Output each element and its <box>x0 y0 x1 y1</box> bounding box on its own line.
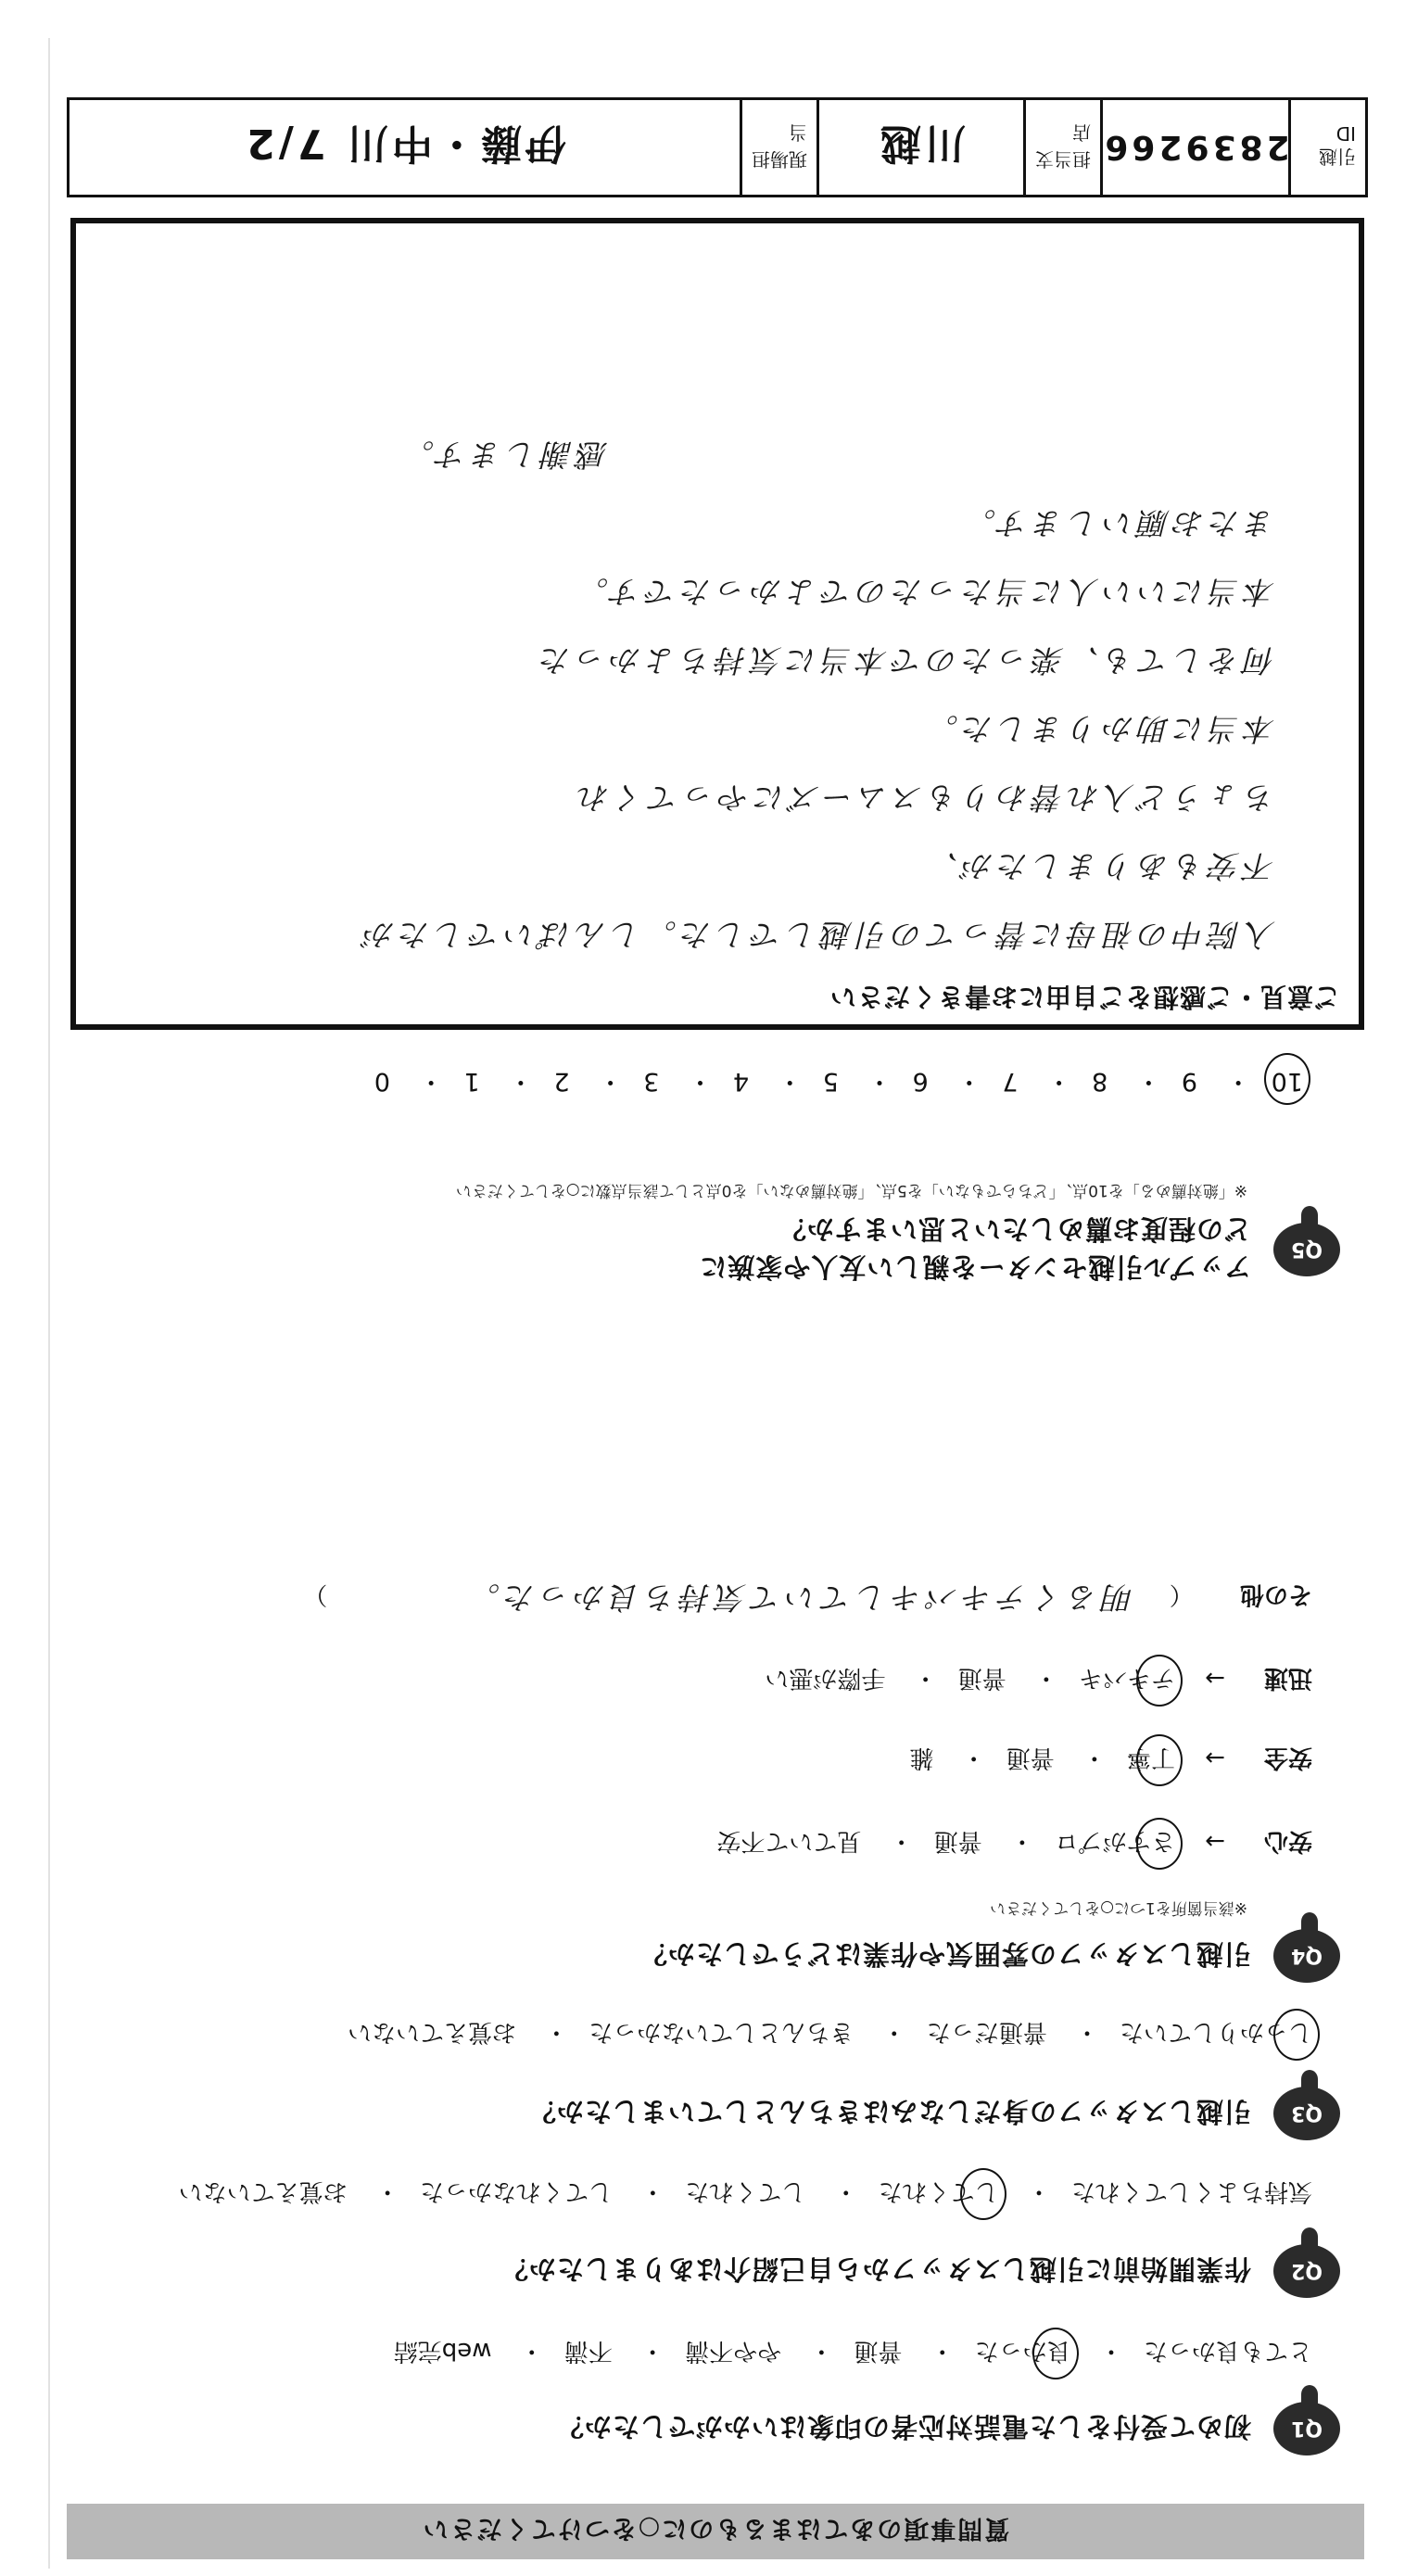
arrow-icon: → <box>1205 1664 1225 1692</box>
q4-option[interactable]: 手際が悪い <box>765 1664 886 1692</box>
footer-id-value: 2839266 <box>1101 128 1290 167</box>
q4-note: ※該当箇所を1つに○をしてください <box>990 1898 1247 1917</box>
footer-id-value-cell <box>1100 100 1288 195</box>
scale-point[interactable]: 9 <box>1181 1067 1198 1096</box>
footer-branch-value-cell <box>816 100 1023 195</box>
q1-option-selected[interactable]: 良かった <box>975 2336 1071 2370</box>
question-1 <box>80 2402 1340 2455</box>
question-3 <box>80 2087 1340 2140</box>
footer-staff-value-cell <box>70 100 740 195</box>
q4-row-label: 迅速 <box>1263 1664 1312 1692</box>
footer-staff-label-cell <box>740 100 816 195</box>
q4-row-other: その他 （ 明るくテキパキしていて気持ち良かった。 ） <box>303 1580 1312 1616</box>
scale-point[interactable]: 7 <box>1002 1067 1019 1096</box>
q3-text: 引越しスタッフの身だしなみはきちんとしていましたか？ <box>527 2096 1251 2128</box>
q3-option[interactable]: きちんとしていなかった <box>589 2018 854 2046</box>
q4-option-selected[interactable]: テキパキ <box>1079 1663 1175 1697</box>
q3-option-selected[interactable]: しっかりしていた <box>1120 2017 1312 2051</box>
q1-option[interactable]: web完結 <box>393 2337 492 2365</box>
q2-option[interactable]: 気持ちよくしてくれた <box>1070 2177 1312 2205</box>
q4-option[interactable]: 見ていて不安 <box>716 1827 862 1855</box>
question-2 <box>80 2244 1340 2298</box>
q1-option[interactable]: やや不満 <box>685 2337 782 2365</box>
scale-point[interactable]: 3 <box>643 1067 660 1096</box>
q4-row-label: 安全 <box>1263 1744 1312 1771</box>
comment-line: 入院中の祖母に替っての引越しでした。しんぱいでしたが <box>360 917 1275 953</box>
comment-line: 本当にいい人に当たったのでよかったです。 <box>573 574 1275 610</box>
q4-option-selected[interactable]: さすがプロ <box>1055 1826 1175 1860</box>
scale-point[interactable]: 4 <box>732 1067 750 1096</box>
q4-text: 引越しスタッフの雰囲気や作業はどうでしたか？ <box>639 1938 1251 1971</box>
q4-option[interactable]: 普通 <box>957 1664 1006 1692</box>
q5-line-2: どの程度お薦めしたいと思いますか？ <box>778 1213 1251 1245</box>
comment-line: 感謝します。 <box>399 437 608 473</box>
comments-handwriting <box>360 420 1275 969</box>
q4-other-label: その他 <box>1239 1580 1312 1608</box>
q4-other-handwritten[interactable]: 明るくテキパキしていて気持ち良かった。 <box>464 1580 1134 1616</box>
q4-option[interactable]: 普通 <box>1006 1744 1055 1771</box>
scale-point[interactable]: 6 <box>912 1067 929 1096</box>
q1-options: とても良かった・ 良かった・ 普通・ やや不満・ 不満・ web完結 <box>394 2336 1312 2370</box>
q4-badge: Q4 <box>1273 1929 1340 1983</box>
q2-option[interactable]: お覚えていない <box>178 2177 348 2205</box>
arrow-icon: → <box>1205 1744 1225 1771</box>
q1-option[interactable]: 不満 <box>563 2337 613 2365</box>
q2-text: 作業開始前に引越しスタッフから自己紹介はありましたか？ <box>500 2253 1251 2286</box>
scale-point[interactable]: 0 <box>373 1067 391 1096</box>
footer-branch-label-cell <box>1023 100 1100 195</box>
comments-box[interactable] <box>70 218 1364 1030</box>
scale-point[interactable]: 8 <box>1092 1067 1108 1096</box>
q5-note: ※「絶対薦める」を10点、「どちらでもない」を5点、「絶対薦めない」を0点として該当点数に○をしてください <box>455 1181 1247 1199</box>
q1-badge: Q1 <box>1273 2402 1340 2455</box>
q1-option[interactable]: とても良かった <box>1143 2337 1312 2365</box>
q2-options: 気持ちよくしてくれた・ してくれた・ してくれた・ してくれなかった・ お覚えていない <box>179 2176 1312 2211</box>
q3-options: しっかりしていた・ 普通だった・ きちんとしていなかった・ お覚えていない <box>348 2017 1312 2051</box>
instruction-band <box>67 2504 1364 2559</box>
footer-id-label: 引越ID <box>1319 122 1356 169</box>
comment-line: 本当に助かりました。 <box>923 711 1275 747</box>
footer-staff-label: 現場担当 <box>752 121 807 171</box>
q4-option[interactable]: 雑 <box>909 1744 934 1771</box>
q2-option[interactable]: してくれた <box>685 2177 806 2205</box>
comment-line: ちょうど入れ替わりもスムーズにやってくれ <box>574 780 1275 816</box>
question-5 <box>80 1181 1340 1288</box>
q5-badge: Q5 <box>1273 1223 1340 1276</box>
instruction-text: 質問事項のあてはまるものに○をつけてください <box>421 2514 1010 2544</box>
q5-line-1: アップル引越センターを親しい友人や家族に <box>699 1251 1251 1283</box>
q5-text <box>699 1212 1251 1288</box>
comment-line: 不安もありましたが、 <box>923 848 1275 884</box>
q3-option[interactable]: 普通だった <box>926 2018 1047 2046</box>
q1-option[interactable]: 普通 <box>854 2337 903 2365</box>
q4-option[interactable]: 普通 <box>933 1827 982 1855</box>
footer-table <box>67 97 1368 197</box>
q2-badge: Q2 <box>1273 2244 1340 2298</box>
footer-id-label-cell <box>1288 100 1365 195</box>
footer-branch-label: 担当支店 <box>1035 121 1091 171</box>
q4-row-label: 安心 <box>1263 1827 1312 1855</box>
q4-row-jinsoku: 迅速→ テキパキ・ 普通・ 手際が悪い <box>765 1663 1312 1697</box>
footer-branch-value: 川越 <box>877 120 966 167</box>
q1-text: 初めて受付をした電話対応者の印象はいかがでしたか？ <box>555 2411 1251 2443</box>
arrow-icon: → <box>1205 1827 1225 1855</box>
comment-line: またお願いします。 <box>960 505 1275 541</box>
q5-scale: 10・ 9・ 8・ 7・ 6・ 5・ 4・ 3・ 2・ 1・ 0 <box>373 1067 1303 1096</box>
footer-staff-value: 伊藤・中川 7/2 <box>243 120 566 167</box>
q3-badge: Q3 <box>1273 2087 1340 2140</box>
comments-title: ご意見・ご感想をご自由にお書きください <box>829 982 1340 1012</box>
q2-option-selected[interactable]: してくれた <box>879 2176 999 2211</box>
scale-selected[interactable]: 10 <box>1271 1067 1303 1096</box>
q4-option-selected[interactable]: 丁寧 <box>1127 1743 1175 1777</box>
q2-option[interactable]: してくれなかった <box>420 2177 614 2205</box>
q3-option[interactable]: お覚えていない <box>348 2018 517 2046</box>
question-4 <box>80 1898 1340 1983</box>
q4-row-anzen: 安全→ 丁寧・ 普通・ 雑 <box>909 1743 1312 1777</box>
comment-line: 何をしても、楽ったので本当に気持ちよかった <box>536 642 1275 679</box>
scale-point[interactable]: 5 <box>822 1067 839 1096</box>
q4-row-anshin: 安心→ さすがプロ・ 普通・ 見ていて不安 <box>716 1826 1312 1860</box>
scale-point[interactable]: 2 <box>553 1067 570 1096</box>
scale-point[interactable]: 1 <box>463 1067 480 1096</box>
